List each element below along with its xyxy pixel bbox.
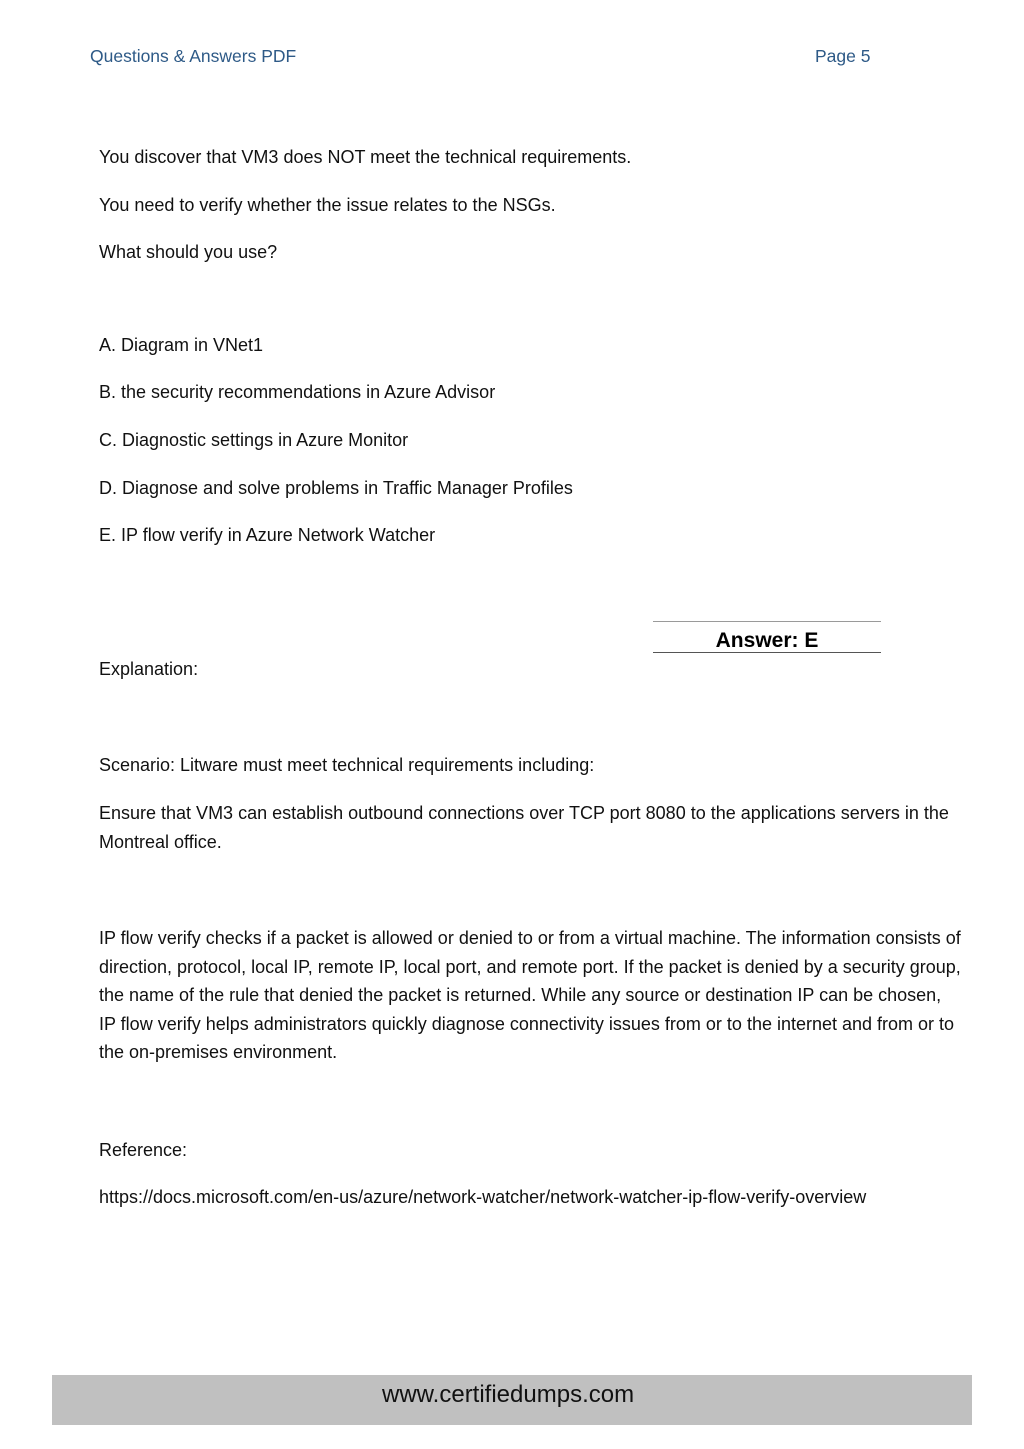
reference-label: Reference: xyxy=(99,1140,188,1160)
footer-website: www.certifiedumps.com xyxy=(382,1381,635,1408)
explanation-detail: IP flow verify checks if a packet is allowed or denied to or from a virtual machine. The information consists of direction, protocol, local IP, remote IP, local port, and remote port. If the packet is denied by a security group, the name of the rule that denied the packet is returned. While any source or destination IP can be chosen, IP flow verify helps administrators quickly diagnose connectivity issues from or to the internet and from or to the on-premises environment. xyxy=(99,928,961,1062)
option-e: E. IP flow verify in Azure Network Watcher xyxy=(99,525,436,545)
page-number: Page 5 xyxy=(815,46,871,66)
answer-box xyxy=(653,621,881,653)
question-line-1: You discover that VM3 does NOT meet the technical requirements. xyxy=(99,147,632,167)
reference-link: https://docs.microsoft.com/en-us/azure/network-watcher/network-watcher-ip-flow-verify-overview xyxy=(99,1187,867,1207)
header-title: Questions & Answers PDF xyxy=(90,46,297,66)
option-a: A. Diagram in VNet1 xyxy=(99,335,264,355)
scenario-text: Scenario: Litware must meet technical requirements including: xyxy=(99,755,595,775)
option-b: B. the security recommendations in Azure Advisor xyxy=(99,382,496,402)
explanation-label: Explanation: xyxy=(99,659,199,679)
answer-text: Answer: E xyxy=(715,629,819,652)
option-d: D. Diagnose and solve problems in Traffic Manager Profiles xyxy=(99,478,573,498)
question-prompt: What should you use? xyxy=(99,242,278,262)
question-line-2: You need to verify whether the issue relates to the NSGs. xyxy=(99,195,556,215)
option-c: C. Diagnostic settings in Azure Monitor xyxy=(99,430,409,450)
requirement-text: Ensure that VM3 can establish outbound connections over TCP port 8080 to the applications servers in the Montreal office. xyxy=(99,803,949,852)
